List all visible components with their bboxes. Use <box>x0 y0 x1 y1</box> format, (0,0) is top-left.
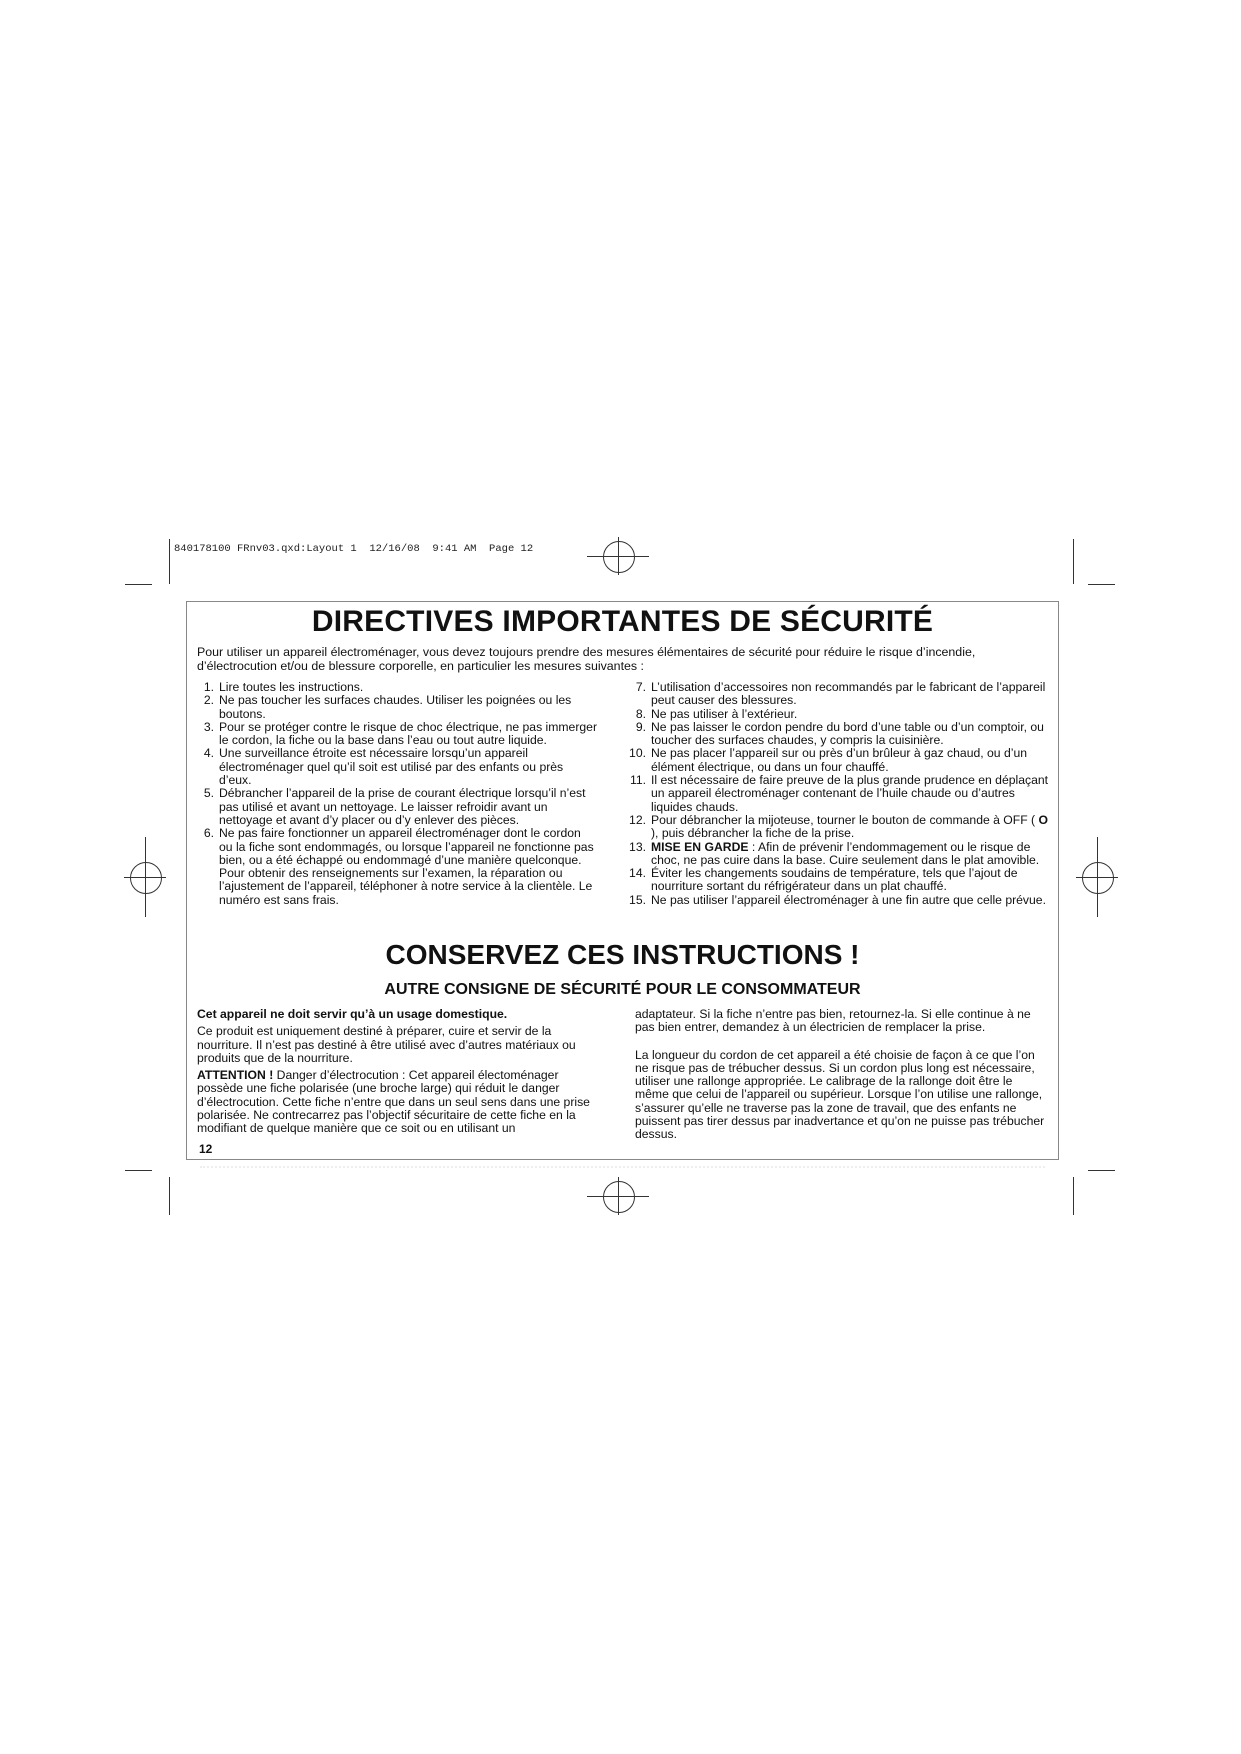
notice-paragraph: ATTENTION ! Danger d’électrocution : Cet appareil électoménager possède une fiche polarisée (une broche large) qui réduit le danger d’électrocution. Cette fiche n’entre que dans un seul sens dans une prise polarisée. Ne contrecarrez pas l’objectif sécuritaire de cette fiche en la modifiant de quelque manière que ce soit ou en utilisant un <box>197 1068 590 1136</box>
list-item: 7. L’utilisation d’accessoires non recommandés par le fabricant de l’appareil peut causer des blessures. <box>635 680 1046 708</box>
printer-slug: 840178100 FRnv03.qxd:Layout 1 12/16/08 9:41 AM Page 12 <box>174 543 534 555</box>
intro-paragraph: Pour utiliser un appareil électroménager, vous devez toujours prendre des mesures élémentaires de sécurité pour réduire le risque d’incendie, d’électrocution et/ou de blessure corporelle, en particulier les mesures suivantes : <box>197 645 976 673</box>
notice-paragraph: adaptateur. Si la fiche n’entre pas bien, retournez-la. Si elle continue à ne pas bien entrer, demandez à un électricien de remplacer la prise. <box>635 1007 1031 1035</box>
crop-mark <box>125 584 152 585</box>
crop-mark <box>125 1170 152 1171</box>
divider <box>200 1166 1045 1169</box>
list-item: 15. Ne pas utiliser l’appareil électroménager à une fin autre que celle prévue. <box>629 892 1046 907</box>
list-item: 5. Débrancher l’appareil de la prise de courant électrique lorsqu’il n’est pas utilisé et avant un nettoyage. Le laisser refroidir avant un nettoyage et avant d’y placer ou d’y enlever des pièces. <box>203 786 586 827</box>
crop-mark <box>169 539 170 584</box>
section-subtitle: AUTRE CONSIGNE DE SÉCURITÉ POUR LE CONSOMMATEUR <box>384 981 861 998</box>
page-number: 12 <box>199 1142 213 1156</box>
list-item: 1. Lire toutes les instructions. <box>203 680 364 694</box>
consumer-notice-right <box>635 1008 1045 1146</box>
consumer-notice-left <box>197 1008 599 1140</box>
list-item: 12. Pour débrancher la mijoteuse, tourner le bouton de commande à OFF ( O ), puis débrancher la fiche de la prise. <box>629 812 1048 841</box>
safety-list-left <box>197 681 597 907</box>
page-title: DIRECTIVES IMPORTANTES DE SÉCURITÉ <box>311 605 934 638</box>
safety-list-right <box>629 681 1050 907</box>
notice-paragraph: La longueur du cordon de cet appareil a été choisie de façon à ce que l’on ne risque pas de trébucher dessus. Si un cordon plus long est nécessaire, utiliser une rallonge appropriée. Le calibrage de la rallonge doit être le même que celui de l’appareil ou supérieur. Lorsque l’on utilise une rallonge, s’assurer qu’elle ne traverse pas la zone de travail, que des enfants ne puissent pas tirer dessus par inadvertance et qu’on ne puisse pas trébucher dessus. <box>635 1047 1045 1142</box>
notice-heading: Cet appareil ne doit servir qu’à un usage domestique. <box>197 1007 508 1021</box>
list-item: 4. Une surveillance étroite est nécessaire lorsqu’un appareil électroménager quel qu’il soit est utilisé par des enfants ou près d’eux. <box>203 746 564 788</box>
crop-mark <box>1073 539 1074 584</box>
list-item: 9. Ne pas laisser le cordon pendre du bord d’une table ou d’un comptoir, ou toucher des surfaces chaudes, y compris la cuisinière. <box>635 719 1044 748</box>
list-item: 10. Ne pas placer l’appareil sur ou près d’un brûleur à gaz chaud, ou d’un élément électrique, ou dans un four chauffé. <box>629 746 1028 774</box>
crop-mark <box>1088 1170 1115 1171</box>
list-item: 6. Ne pas faire fonctionner un appareil électroménager dont le cordon ou la fiche sont endommagés, ou lorsque l’appareil ne fonctionne pas bien, ou a été échappé ou endommagé d’une manière quelconque. Pour obtenir des renseignements sur l’examen, la réparation ou l’ajustement de l’appareil, téléphoner à notre service à la clientèle. Le numéro est sans frais. <box>203 826 594 907</box>
section-title: CONSERVEZ CES INSTRUCTIONS ! <box>385 939 860 970</box>
list-item: 11. Il est nécessaire de faire preuve de la plus grande prudence en déplaçant un appareil électroménager contenant de l’huile chaude ou d’autres liquides chauds. <box>629 773 1049 814</box>
crop-mark <box>169 1177 170 1215</box>
list-item: 14. Éviter les changements soudains de température, tels que l’ajout de nourriture sortant du réfrigérateur dans un plat chauffé. <box>629 866 1018 894</box>
crop-mark <box>1073 1177 1074 1215</box>
attention-label: ATTENTION ! <box>197 1068 274 1083</box>
notice-paragraph: Ce produit est uniquement destiné à préparer, cuire et servir de la nourriture. Il n’est pas destiné à être utilisé avec d’autres matériaux ou produits que de la nourriture. <box>197 1024 576 1065</box>
crop-mark <box>1088 584 1115 585</box>
list-item: 8. Ne pas utiliser à l’extérieur. <box>635 706 798 721</box>
list-item: 3. Pour se protéger contre le risque de choc électrique, ne pas immerger le cordon, la fiche ou la base dans l’eau ou tout autre liquide. <box>203 719 598 748</box>
list-item: 2. Ne pas toucher les surfaces chaudes. Utiliser les poignées ou les boutons. <box>203 693 572 721</box>
list-item: 13. MISE EN GARDE : Afin de prévenir l’endommagement ou le risque de choc, ne pas cuire dans la base. Cuire seulement dans le plat amovible. <box>629 839 1040 867</box>
